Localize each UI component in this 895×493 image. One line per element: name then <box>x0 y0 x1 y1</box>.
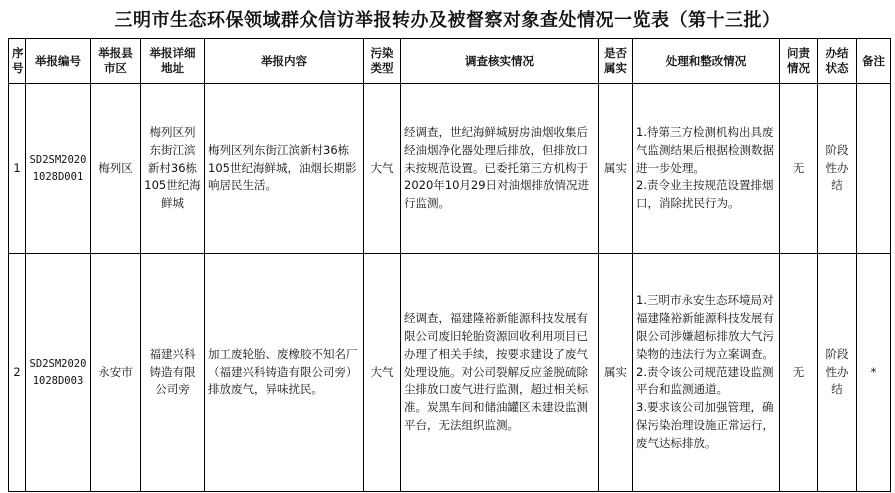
header-address: 举报详细地址 <box>141 39 205 84</box>
row-content: 加工废轮胎、废橡胶不知名厂（福建兴科铸造有限公司旁）排放废气，异味扰民。 <box>205 254 364 492</box>
row-county: 永安市 <box>91 254 141 492</box>
row-note: * <box>857 254 891 492</box>
row-true-or-not: 属实 <box>599 84 633 254</box>
header-true-or-not: 是否属实 <box>599 39 633 84</box>
row-status: 阶段性办结 <box>818 254 857 492</box>
row-investigation: 经调查，福建隆裕新能源科技发展有限公司废旧轮胎资源回收利用项目已办理了相关手续，按要求建设了废气处理设施。对公司裂解反应釜脱硫除尘排放口废气进行监测，超过相关标准。炭黑车间和储油罐区未建设监测平台，无法组织监测。 <box>401 254 599 492</box>
header-accountability: 问责情况 <box>780 39 818 84</box>
row-address: 梅列区列东街江滨新村36栋105世纪海鲜城 <box>141 84 205 254</box>
row-content: 梅列区列东街江滨新村36栋105世纪海鲜城，油烟长期影响居民生活。 <box>205 84 364 254</box>
row-status: 阶段性办结 <box>818 84 857 254</box>
row-true-or-not: 属实 <box>599 254 633 492</box>
row-accountability: 无 <box>780 254 818 492</box>
row-handling: 1.三明市永安生态环境局对福建隆裕新能源科技发展有限公司涉嫌超标排放大气污染物的违法行为立案调查。 2.责令该公司规范建设监测平台和监测通道。 3.要求该公司加强管理，确保污染治理设施正常运行，废气达标排放。 <box>633 254 780 492</box>
header-note: 备注 <box>857 39 891 84</box>
row-note <box>857 84 891 254</box>
header-county: 举报县市区 <box>91 39 141 84</box>
row-pollution: 大气 <box>364 84 401 254</box>
row-code: SD2SM20201028D001 <box>26 84 91 254</box>
row-handling: 1.待第三方检测机构出具废气监测结果后根据检测数据进一步处理。 2.责令业主按规范设置排烟口，消除扰民行为。 <box>633 84 780 254</box>
table-row <box>9 84 891 254</box>
row-seq: 2 <box>9 254 26 492</box>
header-investigation: 调查核实情况 <box>401 39 599 84</box>
header-seq: 序号 <box>9 39 26 84</box>
page-title: 三明市生态环保领域群众信访举报转办及被督察对象查处情况一览表（第十三批） <box>114 10 781 31</box>
header-content: 举报内容 <box>205 39 364 84</box>
complaint-table <box>8 38 891 492</box>
header-pollution: 污染类型 <box>364 39 401 84</box>
row-pollution: 大气 <box>364 254 401 492</box>
table-row <box>9 254 891 492</box>
header-code: 举报编号 <box>26 39 91 84</box>
row-investigation: 经调查，世纪海鲜城厨房油烟收集后经油烟净化器处理后排放，但排放口未按规范设置。已委托第三方机构于2020年10月29日对油烟排放情况进行监测。 <box>401 84 599 254</box>
header-status: 办结状态 <box>818 39 857 84</box>
header-handling: 处理和整改情况 <box>633 39 780 84</box>
row-seq: 1 <box>9 84 26 254</box>
header-row <box>9 39 891 84</box>
row-code: SD2SM20201028D003 <box>26 254 91 492</box>
row-address: 福建兴科铸造有限公司旁 <box>141 254 205 492</box>
row-county: 梅列区 <box>91 84 141 254</box>
row-accountability: 无 <box>780 84 818 254</box>
